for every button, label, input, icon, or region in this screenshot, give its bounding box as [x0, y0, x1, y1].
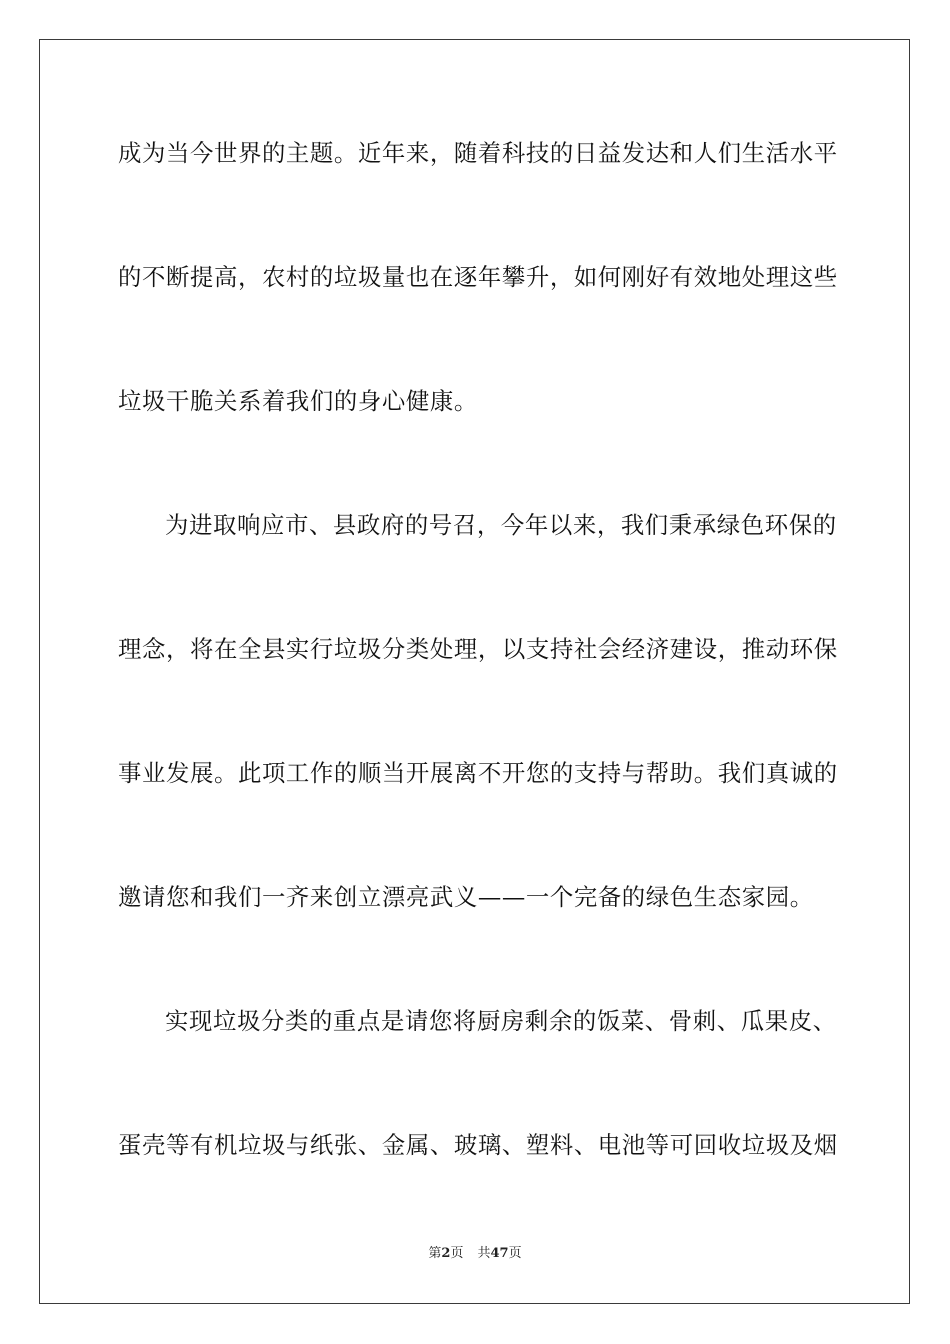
- total-prefix: 共: [477, 1246, 491, 1261]
- paragraph-line: 事业发展。此项工作的顺当开展离不开您的支持与帮助。我们真诚的: [118, 759, 838, 787]
- paragraph-line: 成为当今世界的主题。近年来，随着科技的日益发达和人们生活水平: [118, 139, 838, 167]
- paragraph-line: 为进取响应市、县政府的号召，今年以来，我们秉承绿色环保的: [165, 511, 837, 539]
- paragraph-line: 实现垃圾分类的重点是请您将厨房剩余的饭菜、骨刺、瓜果皮、: [165, 1007, 837, 1035]
- total-suffix: 页: [508, 1246, 522, 1261]
- total-pages: 47: [490, 1246, 509, 1261]
- page-number: 2: [441, 1246, 451, 1261]
- page-frame: [39, 39, 910, 1304]
- page-footer: [0, 1245, 950, 1263]
- paragraph-line: 蛋壳等有机垃圾与纸张、金属、玻璃、塑料、电池等可回收垃圾及烟: [118, 1131, 838, 1159]
- page-suffix: 页: [450, 1246, 464, 1261]
- paragraph-line: 的不断提高，农村的垃圾量也在逐年攀升，如何刚好有效地处理这些: [118, 263, 838, 291]
- page-prefix: 第: [428, 1246, 442, 1261]
- paragraph-line: 垃圾干脆关系着我们的身心健康。: [118, 387, 478, 415]
- paragraph-line: 理念，将在全县实行垃圾分类处理，以支持社会经济建设，推动环保: [118, 635, 838, 663]
- paragraph-line: 邀请您和我们一齐来创立漂亮武义——一个完备的绿色生态家园。: [118, 883, 814, 911]
